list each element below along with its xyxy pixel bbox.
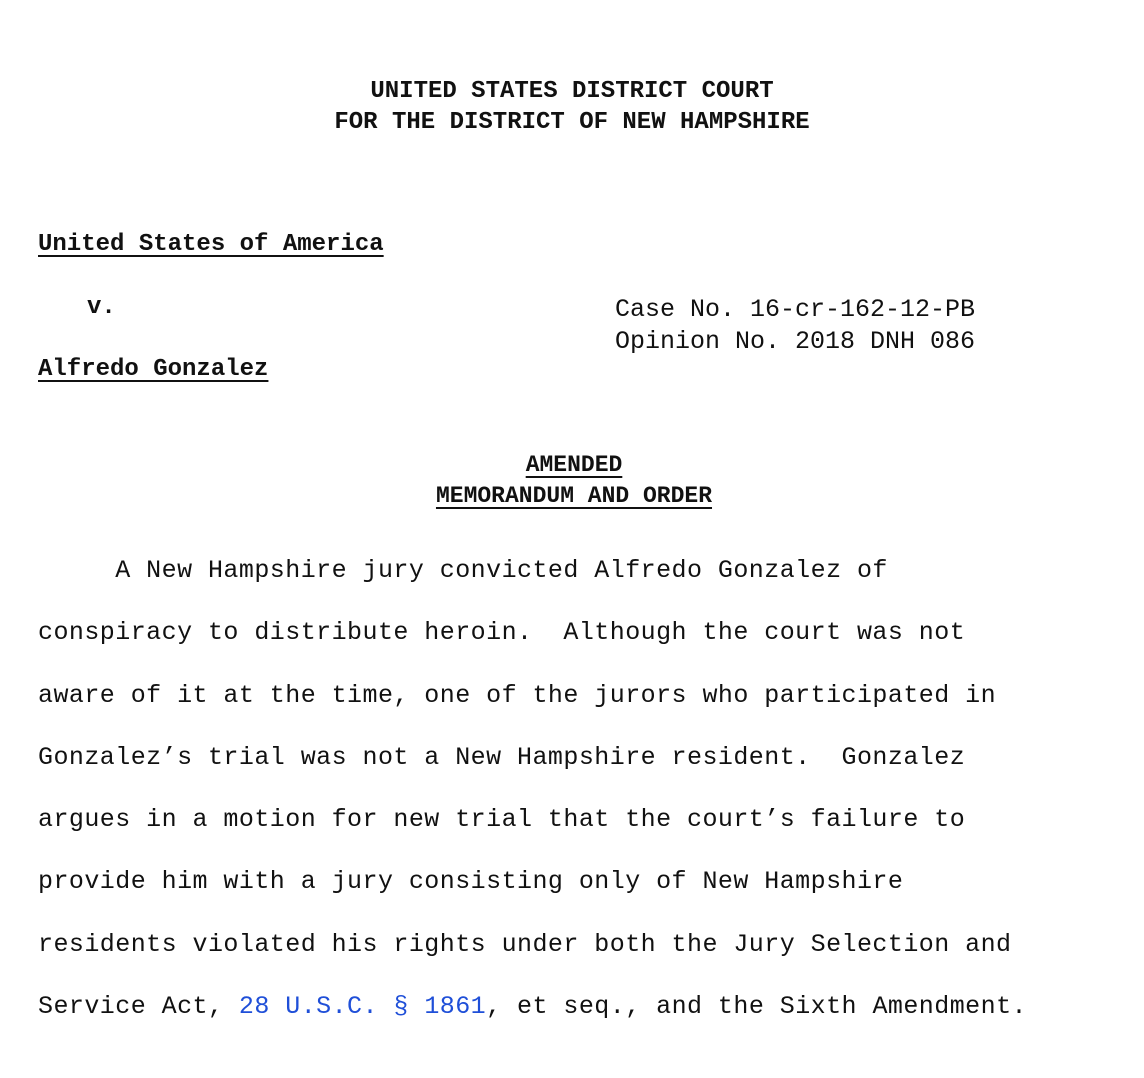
- title-amended: AMENDED: [525, 452, 623, 478]
- title-memorandum: MEMORANDUM AND ORDER: [435, 483, 713, 509]
- body-line: argues in a motion for new trial that the court’s failure to: [38, 805, 966, 835]
- body-line: residents violated his rights under both the Jury Selection and: [38, 929, 1012, 959]
- court-header: [0, 76, 1144, 138]
- document-title: [0, 450, 1144, 512]
- body-line: conspiracy to distribute heroin. Although the court was not: [38, 618, 966, 648]
- statute-citation-link[interactable]: 28 U.S.C. § 1861: [238, 992, 487, 1022]
- opinion-body: [38, 540, 1118, 1038]
- body-line: provide him with a jury consisting only of New Hampshire: [38, 867, 904, 897]
- court-name: UNITED STATES DISTRICT COURT: [370, 78, 774, 105]
- court-district: FOR THE DISTRICT OF NEW HAMPSHIRE: [334, 109, 810, 136]
- versus-label: v.: [87, 294, 116, 321]
- body-line: A New Hampshire jury convicted Alfredo Gonzalez of: [38, 556, 888, 585]
- case-info: [615, 294, 975, 358]
- case-number: Case No. 16-cr-162-12-PB: [615, 295, 976, 324]
- defendant-name: Alfredo Gonzalez: [38, 356, 269, 383]
- body-line: Gonzalez’s trial was not a New Hampshire resident. Gonzalez: [38, 742, 966, 772]
- body-line-last: [38, 976, 1118, 1038]
- plaintiff-name: United States of America: [38, 231, 384, 258]
- body-text-prefix: Service Act,: [38, 992, 239, 1022]
- opinion-number: Opinion No. 2018 DNH 086: [615, 327, 976, 356]
- body-line: aware of it at the time, one of the jurors who participated in: [38, 680, 997, 710]
- body-text-suffix: , et seq., and the Sixth Amendment.: [486, 992, 1027, 1022]
